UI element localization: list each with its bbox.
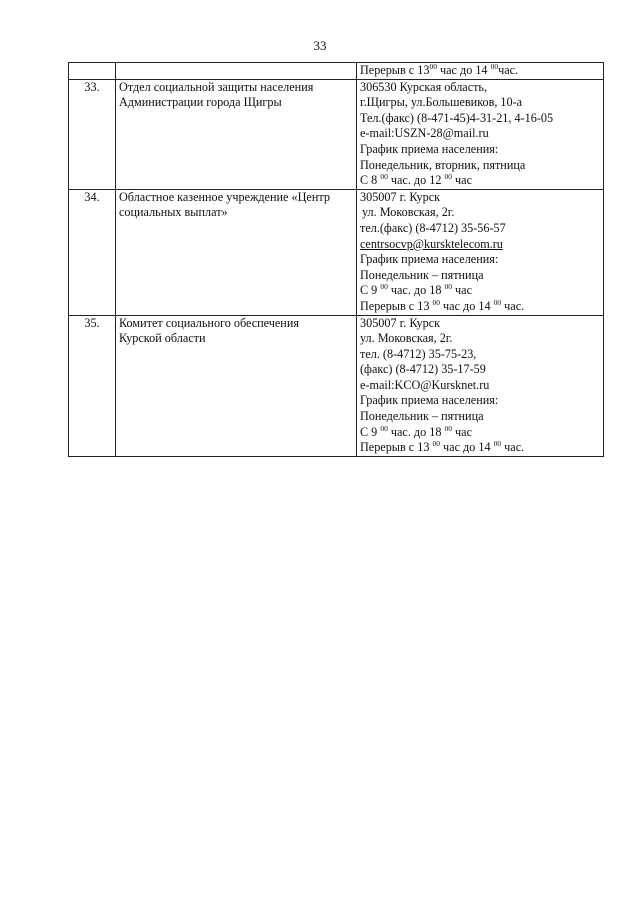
break-hours: Перерыв с 13 $^{00}$ час до 14 $^{00}$ час. [360, 297, 525, 313]
cell-name [116, 315, 357, 456]
cell-number: 33. [69, 79, 116, 189]
institution-name-line: Комитет социального обеспечения [119, 315, 299, 330]
phone-line: тел.(факс) (8-4712) 35-56-57 [360, 220, 506, 235]
address-line: ул. Моковская, 2г. [360, 331, 453, 346]
break-hours: Перерыв с 13 $^{00}$ час до 14 $^{00}$ час. [360, 439, 525, 455]
break-hours: Перерыв с $13^{00}$ час до 14 $^{00}$час. [360, 62, 519, 77]
table-row [69, 79, 604, 189]
address-line: 305007 г. Курск [360, 189, 441, 204]
office-hours: С 8 $^{00}$ час. до 12 $^{00}$ час [360, 172, 472, 188]
cell-name [116, 79, 357, 189]
cell-name [116, 63, 357, 80]
table-row [69, 315, 604, 456]
page-number: 33 [313, 38, 327, 53]
table-row [69, 189, 604, 315]
institution-name-line: Курской области [119, 331, 206, 346]
institution-name-line: социальных выплат» [119, 205, 228, 220]
phone-line: тел. (8-4712) 35-75-23, [360, 346, 477, 361]
table-row-continuation [69, 63, 604, 80]
cell-number [69, 63, 116, 80]
office-hours: С 9 $^{00}$ час. до 18 $^{00}$ час [360, 282, 472, 298]
fax-line: (факс) (8-4712) 35-17-59 [360, 362, 486, 377]
institution-name-line: Областное казенное учреждение «Центр [119, 189, 330, 204]
cell-name [116, 189, 357, 315]
email-link[interactable]: centrsocvp@kursktelecom.ru [360, 236, 503, 251]
address-line: г.Щигры, ул.Большевиков, 10-а [360, 95, 523, 110]
schedule-days: Понедельник – пятница [360, 267, 484, 282]
cell-contacts [357, 315, 604, 456]
institutions-table [68, 62, 604, 457]
schedule-title: График приема населения: [360, 141, 499, 156]
cell-contacts [357, 63, 604, 80]
address-line: 305007 г. Курск [360, 315, 441, 330]
address-line: 306530 Курская область, [360, 79, 488, 94]
cell-number: 34. [69, 189, 116, 315]
schedule-title: График приема населения: [360, 393, 499, 408]
email-line: e-mail:KCO@Kursknet.ru [360, 377, 490, 392]
schedule-days: Понедельник – пятница [360, 409, 484, 424]
institution-name-line: Администрации города Щигры [119, 95, 282, 110]
email-line: e-mail:USZN-28@mail.ru [360, 126, 489, 141]
schedule-title: График приема населения: [360, 252, 499, 267]
address-line: ул. Моковская, 2г. [362, 205, 455, 220]
schedule-days: Понедельник, вторник, пятница [360, 157, 526, 172]
institution-name-line: Отдел социальной защиты населения [119, 79, 314, 94]
office-hours: С 9 $^{00}$ час. до 18 $^{00}$ час [360, 423, 472, 439]
cell-contacts [357, 79, 604, 189]
cell-contacts [357, 189, 604, 315]
cell-number: 35. [69, 315, 116, 456]
phone-line: Тел.(факс) (8-471-45)4-31-21, 4-16-05 [360, 110, 554, 125]
